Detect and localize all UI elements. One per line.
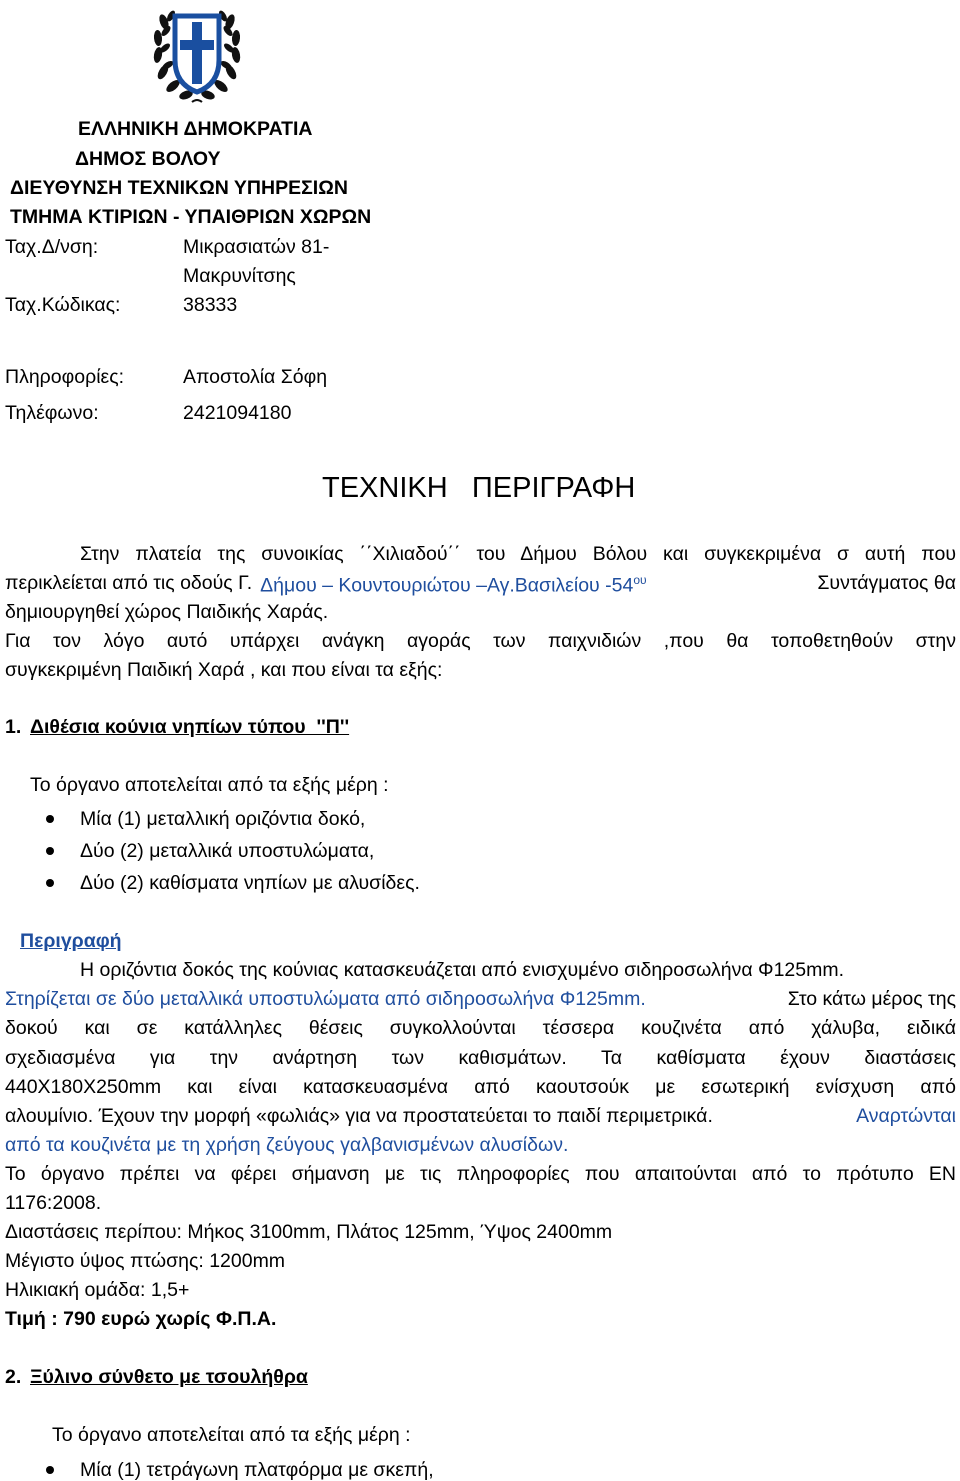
- street-text: Δήμου – Κουντουριώτου –Αγ.Βασιλείου -54: [260, 574, 634, 597]
- intro-line-1: Στην πλατεία της συνοικίας ΄΄Χιλιαδού΄΄ του Δήμου Βόλου και συγκεκριμένα σ αυτή που: [80, 543, 956, 565]
- desc-line-3: δοκού και σε κατάλληλες θέσεις συγκολλούνται τέσσερα κουζινέτα από χάλυβα, ειδικά: [5, 1017, 956, 1039]
- desc-line-2: [5, 990, 956, 1010]
- item1-part-2: Δύο (2) μεταλλικά υποστυλώματα,: [80, 840, 375, 862]
- address-label: Ταχ.Δ/νση:: [5, 236, 99, 258]
- description-heading: Περιγραφή: [20, 930, 122, 952]
- phone-value: 2421094180: [183, 402, 292, 424]
- intro-line-5: συγκεκριμένη Παιδική Χαρά , και που είναι τα εξής:: [5, 659, 443, 681]
- intro-line-2-start: περικλείεται από τις οδούς Γ.: [5, 572, 253, 594]
- desc-line-7: από τα κουζινέτα με τη χρήση ζεύγους γαλβανισμένων αλυσίδων.: [5, 1134, 569, 1156]
- desc-line-6: [5, 1107, 956, 1127]
- document-title: ΤΕΧΝΙΚΗ ΠΕΡΙΓΡΑΦΗ: [322, 472, 636, 504]
- item1-price: Τιμή : 790 ευρώ χωρίς Φ.Π.Α.: [5, 1308, 277, 1330]
- address-value: Μικρασιατών 81-: [183, 236, 330, 258]
- max-fall-height: Μέγιστο ύψος πτώσης: 1200mm: [5, 1250, 286, 1272]
- desc-line-9: 1176:2008.: [5, 1192, 102, 1214]
- intro-line-2: [5, 574, 956, 596]
- desc-line-2-highlight: Στηρίζεται σε δύο μεταλλικά υποστυλώματα από σιδηροσωλήνα Φ125mm.: [5, 988, 646, 1010]
- intro-line-4: Για τον λόγο αυτό υπάρχει ανάγκη αγοράς των παιχνιδιών ,που θα τοποθετηθούν στην: [5, 630, 956, 652]
- item1-number: 1.: [5, 716, 22, 738]
- desc-line-1: Η οριζόντια δοκός της κούνιας κατασκευάζεται από ενισχυμένο σιδηροσωλήνα Φ125mm.: [80, 959, 845, 981]
- desc-line-6-start: αλουμίνιο. Έχουν την μορφή «φωλιάς» για να προστατεύεται το παιδί περιμετρικά.: [5, 1105, 713, 1127]
- bullet-dot-icon: [46, 1466, 54, 1474]
- intro-line-3: δημιουργηθεί χώρος Παιδικής Χαράς.: [5, 601, 329, 623]
- bullet-dot-icon: [46, 879, 54, 887]
- item1-part-3: Δύο (2) καθίσματα νηπίων με αλυσίδες.: [80, 872, 420, 894]
- ordinal-sup: ου: [633, 573, 647, 587]
- dimensions: Διαστάσεις περίπου: Μήκος 3100mm, Πλάτος 125mm, Ύψος 2400mm: [5, 1221, 613, 1243]
- desc-line-4: σχεδιασμένα για την ανάρτηση των καθισμάτων. Τα καθίσματα έχουν διαστάσεις: [5, 1047, 956, 1069]
- bullet-dot-icon: [46, 815, 54, 823]
- phone-label: Τηλέφωνο:: [5, 402, 99, 424]
- info-value: Αποστολία Σόφη: [183, 366, 328, 388]
- country-name: ΕΛΛΗΝΙΚΗ ΔΗΜΟΚΡΑΤΙΑ: [78, 118, 313, 140]
- item1-part-1: Μία (1) μεταλλική οριζόντια δοκό,: [80, 808, 366, 830]
- item2-heading: Ξύλινο σύνθετο με τσουλήθρα: [30, 1366, 308, 1388]
- desc-line-2-end: Στο κάτω μέρος της: [787, 988, 956, 1010]
- intro-line-2-end: Συντάγματος θα: [817, 572, 956, 594]
- item2-number: 2.: [5, 1366, 22, 1388]
- desc-line-5: 440Χ180Χ250mm και είναι κατασκευασμένα από καουτσούκ με εσωτερική ενίσχυση από: [5, 1076, 956, 1098]
- desc-line-6-end: Αναρτώνται: [856, 1105, 956, 1127]
- greek-coat-of-arms-icon: [148, 2, 246, 108]
- age-group: Ηλικιακή ομάδα: 1,5+: [5, 1279, 190, 1301]
- desc-line-8: Το όργανο πρέπει να φέρει σήμανση με τις πληροφορίες που απαιτούνται από το πρότυπο ΕΝ: [5, 1163, 956, 1185]
- item2-part-1: Μία (1) τετράγωνη πλατφόρμα με σκεπή,: [80, 1459, 434, 1481]
- bullet-dot-icon: [46, 847, 54, 855]
- info-label: Πληροφορίες:: [5, 366, 125, 388]
- item1-heading: Διθέσια κούνια νηπίων τύπου ''Π'': [30, 716, 350, 738]
- zip-label: Ταχ.Κώδικας:: [5, 294, 121, 316]
- zip-value: 38333: [183, 294, 238, 316]
- address-value-cont: Μακρυνίτσης: [183, 265, 296, 287]
- intro-street-names: [260, 574, 646, 596]
- department-name: ΤΜΗΜΑ ΚΤΙΡΙΩΝ - ΥΠΑΙΘΡΙΩΝ ΧΩΡΩΝ: [10, 206, 372, 228]
- municipality-name: ΔΗΜΟΣ ΒΟΛΟΥ: [75, 148, 221, 170]
- item2-parts-intro: Το όργανο αποτελείται από τα εξής μέρη :: [52, 1424, 411, 1446]
- item1-parts-intro: Το όργανο αποτελείται από τα εξής μέρη :: [30, 774, 389, 796]
- directorate-name: ΔΙΕΥΘΥΝΣΗ ΤΕΧΝΙΚΩΝ ΥΠΗΡΕΣΙΩΝ: [10, 177, 348, 199]
